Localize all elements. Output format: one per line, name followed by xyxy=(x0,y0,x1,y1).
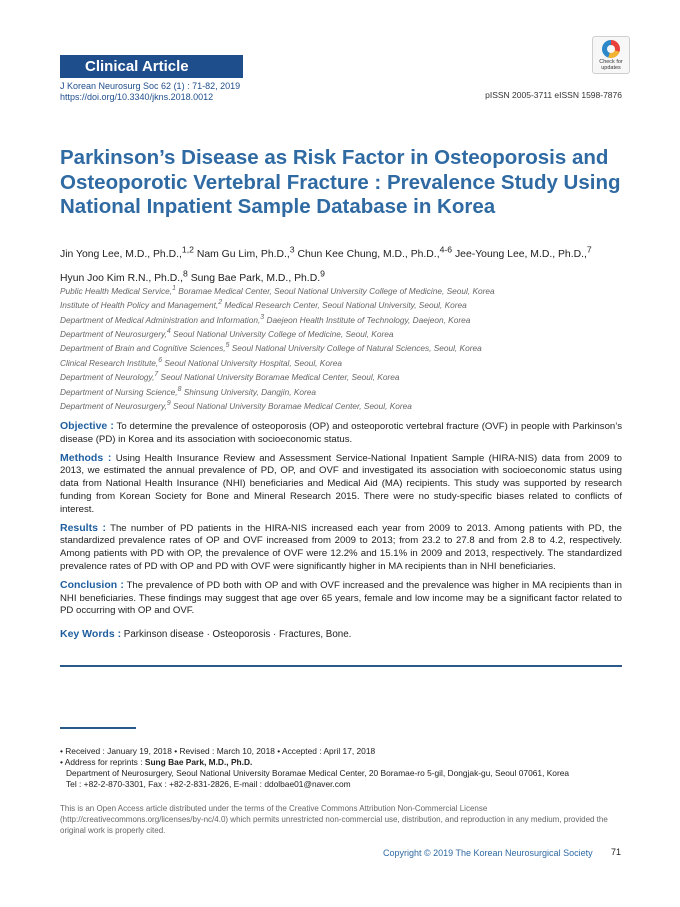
footnotes xyxy=(60,746,625,790)
abstract-conclusion: Conclusion : The prevalence of PD both with OP and with OVF increased and the prevalence was higher in MA recipients than in NHI beneficiaries. These findings may suggest that age over 65 years, female and low income may be a significant factor related to PD occurring with OP and OVF. xyxy=(60,578,622,617)
journal-citation xyxy=(60,81,240,103)
affiliation: Institute of Health Policy and Management,$^2$ Medical Research Center, Seoul National University, Seoul, Korea xyxy=(60,299,467,311)
page-number: 71 xyxy=(611,847,622,857)
check-for-updates-label: Check for updates xyxy=(599,59,623,71)
license-note: This is an Open Access article distributed under the terms of the Creative Commons Attribution Non-Commercial License (http://creativecommons.org/licenses/by-nc/4.0) which permits unrestricted non-commercial use, distribution, and reproduction in any medium, provided the original work is properly cited. xyxy=(60,804,608,835)
doi-link[interactable]: https://doi.org/10.3340/jkns.2018.0012 xyxy=(60,92,214,102)
footnote-divider xyxy=(60,727,136,729)
article-dates: • Received : January 19, 2018 • Revised : March 10, 2018 • Accepted : April 17, 2018 xyxy=(60,746,376,756)
section-label: Methods : xyxy=(60,451,112,464)
author: Nam Gu Lim, Ph.D.,$^3$ xyxy=(196,245,295,261)
affiliation: Department of Neurosurgery,$^4$ Seoul National University College of Medicine, Seoul, Korea xyxy=(60,328,394,339)
article-title: Parkinson’s Disease as Risk Factor in Osteoporosis and Osteoporotic Vertebral Fracture : Prevalence Study Using National Inpatient Sample Database in Korea xyxy=(60,146,621,218)
crossmark-icon xyxy=(602,40,620,58)
abstract-objective: Objective : To determine the prevalence of osteoporosis (OP) and osteoporotic vertebral fracture (OVF) in people with Parkinson’s disease (PD) in Korea and its association with socioeconomic status. xyxy=(60,420,623,445)
author: Chun Kee Chung, M.D., Ph.D.,$^{4-6}$ xyxy=(297,245,453,261)
author: Hyun Joo Kim R.N., Ph.D.,$^8$ xyxy=(60,268,188,284)
abstract-methods: Methods : Using Health Insurance Review and Assessment Service-National Inpatient Sample (HIRA-NIS) data from 2009 to 2013, we estimated the annual prevalence of PD, OP, and OVF and investigated its association with socioeconomic status using data from National Health Insurance (NHI) beneficiaries and Medical Aid (MA) recipients. This study was supported by research funding from Korean Society for Bone and Mineral Research 2015. There were no study-specific biases related to conflicts of interest. xyxy=(60,451,623,515)
abstract-results: Results : The number of PD patients in the HIRA-NIS increased each year from 2009 to 2013. Among patients with PD, the standardized prevalence rates of OP and OVF increased from 2009 to 2013; from 23.2 to 27.8 and from 2.8 to 4.2, respectively. Among patients with PD with OP, the prevalence of OVF were 12.2% and 15.1% in 2009 and 2013, respectively. The standardized prevalence rates of PD with OP and PD with OVF were significantly higher in MA recipients than in NHI beneficiaries. xyxy=(60,521,622,572)
affiliation: Clinical Research Institute,$^6$ Seoul National University Hospital, Seoul, Korea xyxy=(60,356,342,368)
affiliation: Department of Neurology,$^7$ Seoul National University Boramae Medical Center, Seoul, Korea xyxy=(60,371,400,382)
affiliation: Public Health Medical Service,$^1$ Boramae Medical Center, Seoul National University College of Medicine, Seoul, Korea xyxy=(60,285,495,296)
author-list xyxy=(60,241,625,288)
keywords xyxy=(60,628,351,640)
affiliation: Department of Nursing Science,$^8$ Shinsung University, Dangjin, Korea xyxy=(60,385,316,397)
section-label: Conclusion : xyxy=(60,578,124,591)
affiliation: Department of Medical Administration and Information,$^3$ Daejeon Health Institute of Technology, Daejeon, Korea xyxy=(60,313,471,325)
abstract xyxy=(60,420,622,623)
copyright: Copyright © 2019 The Korean Neurosurgical Society xyxy=(383,848,593,858)
reprints-address: • Address for reprints : Sung Bae Park, M.D., Ph.D. xyxy=(60,757,253,767)
author: Sung Bae Park, M.D., Ph.D.$^9$ xyxy=(190,268,325,284)
article-type-badge: Clinical Article xyxy=(60,55,243,78)
correspondence-address: Department of Neurosurgery, Seoul National University Boramae Medical Center, 20 Boramae-ro 5-gil, Dongjak-gu, Seoul 07061, Korea xyxy=(66,768,570,778)
check-for-updates-button[interactable] xyxy=(592,36,630,74)
divider xyxy=(60,665,622,667)
issn: pISSN 2005-3711 eISSN 1598-7876 xyxy=(485,90,622,100)
author: Jin Yong Lee, M.D., Ph.D.,$^{1,2}$ xyxy=(60,245,194,261)
correspondence-contact: Tel : +82-2-870-3301, Fax : +82-2-831-2826, E-mail : ddolbae01@naver.com xyxy=(66,779,351,789)
keywords-text: Parkinson disease · Osteoporosis · Fractures, Bone. xyxy=(121,629,352,640)
affiliation: Department of Brain and Cognitive Sciences,$^5$ Seoul National University College of Natural Sciences, Seoul, Korea xyxy=(60,342,482,354)
affiliation: Department of Neurosurgery,$^9$ Seoul National University Boramae Medical Center, Seoul, Korea xyxy=(60,399,412,411)
keywords-label: Key Words : xyxy=(60,628,122,640)
affiliation-list xyxy=(60,283,625,412)
section-label: Objective : xyxy=(60,420,114,432)
section-label: Results : xyxy=(60,521,106,534)
journal-reference: J Korean Neurosurg Soc 62 (1) : 71-82, 2019 xyxy=(60,81,241,91)
author: Jee-Young Lee, M.D., Ph.D.,$^7$ xyxy=(454,245,592,261)
